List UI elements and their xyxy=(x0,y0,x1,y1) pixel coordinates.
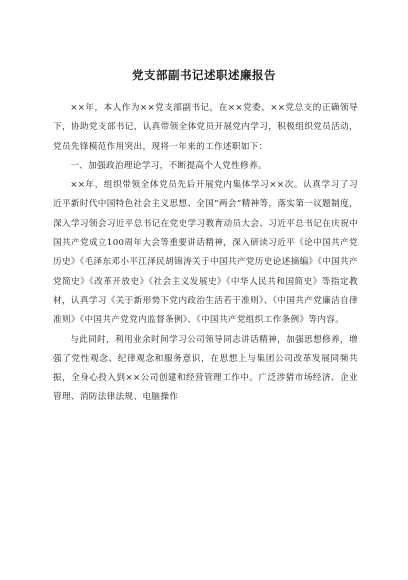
paragraph-section-heading: 一、加强政治理论学习，不断提高个人党性修养。 xyxy=(70,160,267,171)
document-body xyxy=(53,99,358,408)
document-title: 党支部副书记述职述廉报告 xyxy=(132,68,276,82)
paragraph-meanwhile: 与此同时，利用业余时间学习公司领导同志讲话精神，加强思想修养，增强了党性观念、纪律观念和服务意识，在思想上与集团公司改革发展同频共振，全身心投入到××公司创建和经营管理工作中。广泛涉猎市场经济、企业管理、消防法律法规、电脑操作 xyxy=(53,334,358,403)
paragraph-intro: ××年，本人作为××党支部副书记，在××党委、××党总支的正确领导下，协助党支部书记，认真带领全体党员开展党内学习，积极组织党员活动，党员先锋模范作用突出，现将一年来的工作述职如下： xyxy=(53,103,358,152)
paragraph-study: ××年，组织带领全体党员先后开展党内集体学习××次。认真学习了习近平新时代中国特色社会主义思想、全国“两会”精神等，落实第一议题制度，深入学习领会习近平总书记在党史学习教育动员大会、习近平总书记在庆祝中国共产党成立100周年大会等重要讲话精神，深入研读习近平《论中国共产党历史》《毛泽东邓小平江泽民胡锦涛关于中国共产党历史论述摘编》《中国共产党简史》《改革开放史》《社会主义发展史》《中华人民共和国简史》等指定教材，认真学习《关于新形势下党内政治生活若干准则》、《中国共产党廉洁自律准则》《中国共产党党内监督条例》、《中国共产党组织工作条例》等内容。 xyxy=(53,180,358,326)
